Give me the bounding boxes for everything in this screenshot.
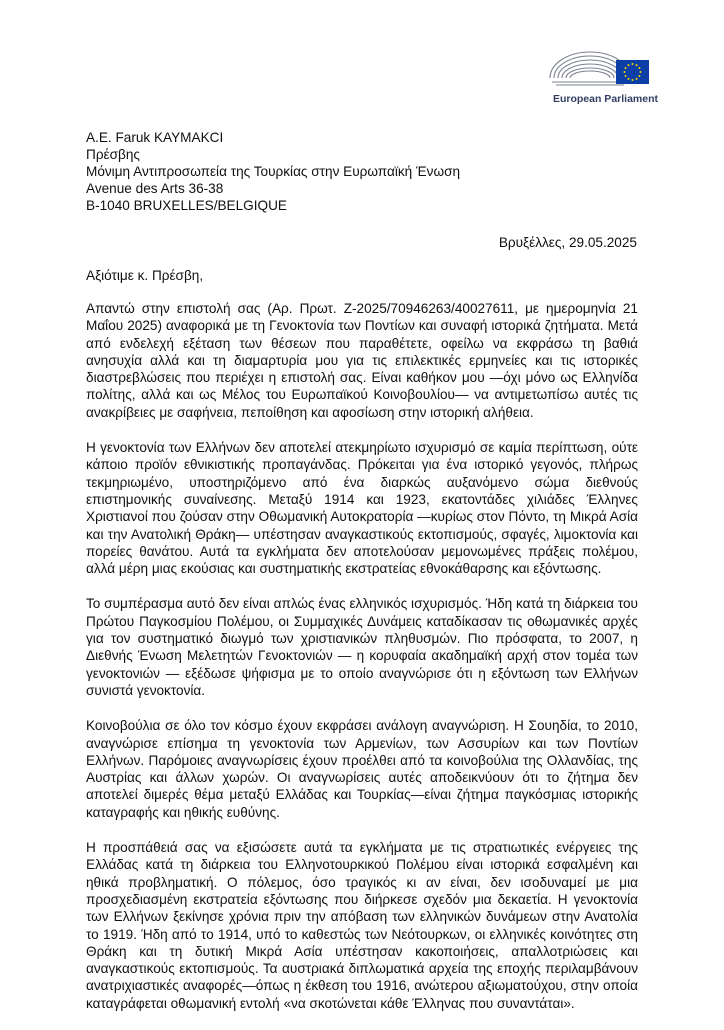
recipient-street: Avenue des Arts 36-38: [86, 180, 224, 196]
paragraph: Η γενοκτονία των Ελλήνων δεν αποτελεί ατεκμηρίωτο ισχυρισμό σε καμία περίπτωση, ούτε κάποιο προϊόν εθνικιστικής προπαγάνδας. Πρόκειται για ένα ιστορικό γεγονός, πλήρως τεκμηριωμένο, υποστηριζόμενο από ένα διαρκώς αυξανόμενο σώμα διεθνούς επιστημονικής συναίνεσης. Μεταξύ 1914 και 1923, εκατοντάδες χιλιάδες Έλληνες Χριστιανοί που ζούσαν στην Οθωμανική Αυτοκρατορία —κυρίως στον Πόντο, τη Μικρά Ασία και την Ανατολική Θράκη— υπέστησαν αναγκαστικούς εκτοπισμούς, σφαγές, λιμοκτονία και πορείες θανάτου. Αυτά τα εγκλήματα δεν αποτελούσαν μεμονωμένες πράξεις πολέμου, αλλά μέρη μιας εκούσιας και συστηματικής εκστρατείας εθνοκάθαρσης και εξόντωσης.: [86, 440, 638, 577]
recipient-address: [86, 130, 460, 215]
recipient-organization: Μόνιμη Αντιπροσωπεία της Τουρκίας στην Ευρωπαϊκή Ένωση: [86, 163, 461, 179]
logo-text: European Parliament: [552, 93, 658, 105]
recipient-name: A.E. Faruk KAYMAKCI: [86, 130, 224, 145]
paragraph: Απαντώ στην επιστολή σας (Αρ. Πρωτ. Z-2025/70946263/40027611, με ημερομηνία 21 Μαΐου 2025) αναφορικά με τη Γενοκτονία των Ποντίων και συναφή ιστορικά ζητήματα. Μετά από ενδελεχή εξέταση των θέσεων που παραθέτετε, οφείλω να εκφράσω τη βαθιά ανησυχία αλλά και τη διαμαρτυρία μου για τις επιλεκτικές ερμηνείες και τις ιστορικές διαστρεβλώσεις που περιέχει η επιστολή σας. Είναι καθήκον μου —όχι μόνο ως Ελληνίδα πολίτης, αλλά και ως Μέλος του Ευρωπαϊκού Κοινοβουλίου— να αντιμετωπίσω αυτές τις ανακρίβειες με σαφήνεια, πεποίθηση και αφοσίωση στην ιστορική αλήθεια.: [86, 301, 638, 420]
recipient-city: B-1040 BRUXELLES/BELGIQUE: [86, 197, 287, 213]
paragraph: Κοινοβούλια σε όλο τον κόσμο έχουν εκφράσει ανάλογη αναγνώριση. Η Σουηδία, το 2010, αναγνώρισε επίσημα τη γενοκτονία των Αρμενίων, των Ασσυρίων και των Ποντίων Ελλήνων. Παρόμοιες αναγνωρίσεις έχουν προέλθει από τα κοινοβούλια της Ολλανδίας, της Αυστρίας και άλλων χωρών. Οι αναγνωρίσεις αυτές αποδεικνύουν ότι το ζήτημα δεν αποτελεί διμερές θέμα μεταξύ Ελλάδας και Τουρκίας—είναι ζήτημα παγκόσμιας ιστορικής καταγραφής και ηθικής ευθύνης.: [86, 718, 638, 820]
letter-body: [86, 300, 638, 1030]
paragraph: Η προσπάθειά σας να εξισώσετε αυτά τα εγκλήματα με τις στρατιωτικές ενέργειες της Ελλάδας κατά τη διάρκεια του Ελληνοτουρκικού Πολέμου είναι ιστορικά εσφαλμένη και ηθικά προβληματική. Ο πόλεμος, όσο τραγικός κι αν είναι, δεν ισοδυναμεί με μια προσχεδιασμένη εκστρατεία εξόντωσης που διήρκεσε σχεδόν μια δεκαετία. Η γενοκτονία των Ελλήνων ξεκίνησε χρόνια πριν την απόβαση των ελληνικών δυνάμεων στην Ανατολία το 1919. Ήδη από το 1914, υπό το καθεστώς των Νεότουρκων, οι ελληνικές κοινότητες στη Θράκη και τη δυτική Μικρά Ασία υπέστησαν κακοποιήσεις, απαλλοτριώσεις και αναγκαστικούς εκτοπισμούς. Τα αυστριακά διπλωματικά αρχεία της εποχής περιλαμβάνουν ανατριχιαστικές αναφορές—όπως η έκθεση του 1916, ανώτερου αξιωματούχου, στην οποία καταγράφεται οθωμανική εντολή «να σκοτώνεται κάθε Έλληνας που συναντάται».: [86, 840, 638, 1011]
letter-date: Βρυξέλλες, 29.05.2025: [498, 235, 637, 250]
salutation: Αξιότιμε κ. Πρέσβη,: [86, 268, 204, 283]
european-parliament-hemicycle-icon: [546, 38, 654, 94]
paragraph: Το συμπέρασμα αυτό δεν είναι απλώς ένας ελληνικός ισχυρισμός. Ήδη κατά τη διάρκεια του Πρώτου Παγκοσμίου Πολέμου, οι Συμμαχικές Δυνάμεις καταδίκασαν τις οθωμανικές αρχές για τον συστηματικό διωγμό των χριστιανικών πληθυσμών. Πιο πρόσφατα, το 2007, η Διεθνής Ένωση Μελετητών Γενοκτονιών — η κορυφαία ακαδημαϊκή αρχή στον τομέα των γενοκτονιών — εξέδωσε ψήφισμα με το οποίο αναγνώρισε ότι η εξόντωση των Ελλήνων συνιστά γενοκτονία.: [86, 596, 638, 698]
recipient-title: Πρέσβης: [86, 146, 140, 162]
